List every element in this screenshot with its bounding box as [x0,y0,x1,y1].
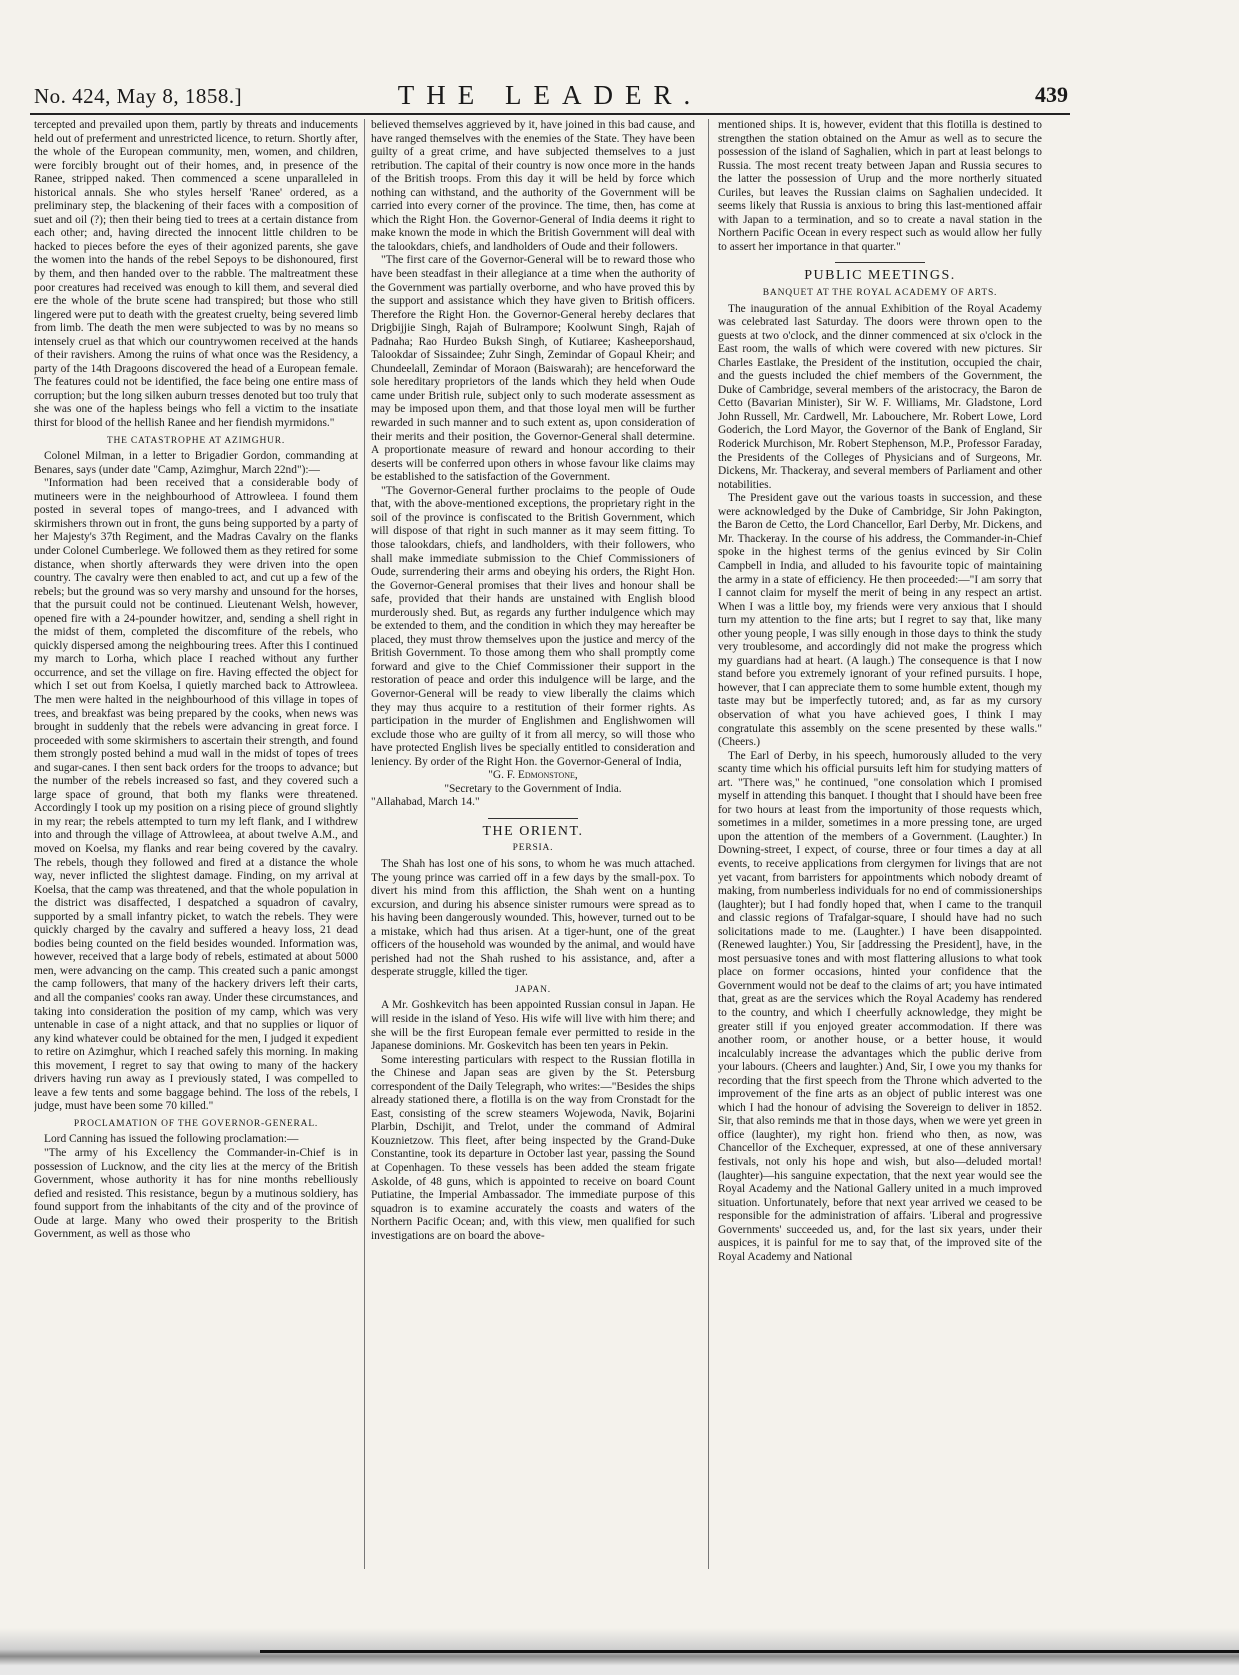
article-separator [835,262,925,263]
issue-date: No. 424, May 8, 1858.] [34,84,243,108]
masthead-title: THE LEADER. [397,80,703,110]
section-subheading: BANQUET AT THE ROYAL ACADEMY OF ARTS. [762,288,998,299]
section-heading: THE CATASTROPHE AT AZIMGHUR. [106,435,286,446]
column-3 [718,119,1042,1589]
article-paragraph: The President gave out the various toasts in succession, and these were acknowledged by the Duke of Cambridge, Sir John Pakington, the Baron de Cetto, the Lord Chancellor, Earl Derby, Mr. Dickens, and Mr. Thackeray. In the course of his address, the Commander-in-Chief spoke in the highest terms of the genius evinced by Sir Colin Campbell in India, and alluded to his favourite topic of maintaining the army in a state of efficiency. He then proceeded:—"I am sorry that I cannot claim for myself the merit of being in any respect an artist. When I was a little boy, my friends were very anxious that I should turn my attention to the fine arts; but I regret to say that, like many other young people, I was silly enough in those days to think the study very troublesome, and accordingly did not make the progress which my guardians had at heart. (A laugh.) The consequence is that I now stand before you extremely ignorant of your refined pursuits. I hope, however, that I can appreciate them to some humble extent, though my taste may but be imperfectly tutored; and, as far as my cursory observation of what you have achieved goes, I think I may congratulate this assembly on the scene presented by these walls." (Cheers.) [718,492,1042,749]
column-2 [371,119,695,1589]
article-separator [488,818,578,819]
article-paragraph: "Information had been received that a considerable body of mutineers were in the neighbourhood of Attrowleea. I found them posted in several topes of mango-trees, and I advanced with skirmishers thrown out in front, the guns being supported by a party of her Majesty's 37th Regiment, and the Madras Cavalry on the flanks under Colonel Cumberlege. We followed them as they retired for some distance, when shortly afterwards they were driven into the open country. The cavalry were then enabled to act, and cut up a few of the rebels; but the ground was so very marshy and unsound for the horses, that the pursuit could not be continued. Lieutenant Welsh, however, opened fire with a 24-pounder howitzer, and, sending a shell right in the midst of them, completed the discomfiture of the rebels, who quickly dispersed among the neighbouring trees. After this I continued my march to Lorha, which place I reached without any further occurrence, and set the village on fire. Having effected the object for which I set out from Koelsa, I quietly marched back to Attrowleea. The men were halted in the neighbourhood of this village in topes of trees, and breakfast was being prepared by the cooks, when news was brought in suddenly that the rebels were advancing in great force. I proceeded with some skirmishers to ascertain their strength, and found them strongly posted behind a mud wall in the midst of topes of trees and sugar-canes. I then sent back orders for the troops to advance; but the number of the rebels increased so fast, and they covered such a large space of ground, that both my flanks were threatened. Accordingly I took up my position on a rising piece of ground slightly in my rear; the rebels attempted to turn my left flank, and I withdrew into and through the village of Attrowleea, at about twelve A.M., and moved on Koelsa, my flanks and rear being covered by the cavalry. The rebels, though they followed and fired at a distance the whole way, never inflicted the slightest damage. Finding, on my arrival at Koelsa, that the camp was threatened, and that the whole population in the district was disaffected, I despatched a squadron of cavalry, supported by a small infantry picket, to watch the rebels. They were quickly charged by the cavalry and suffered a heavy loss, 21 dead bodies being counted on the field besides wounded. Information was, however, received that a large body of rebels, estimated at about 5000 men, were advancing on the camp. This created such a panic amongst the camp followers, that many of the hackery drivers left their carts, and all the companies' cooks ran away. Under these circumstances, and taking into consideration the position of my camp, which was very untenable in case of a night attack, and that no supplies or liquor of any kind whatever could be obtained for the men, I judged it expedient to retire on Azimghur, which I reached safely this morning. In making this movement, I regret to say that owing to many of the hackery drivers having run away as I previously stated, I was compelled to leave a few tents and some baggage behind. The loss of the rebels, I judge, must have been some 70 killed." [34,477,358,1113]
article-paragraph: tercepted and prevailed upon them, partly by threats and inducements held out of preferment and unrestricted licence, to return. Shortly after, the whole of the European community, men, women, and children, were forcibly brought out of their homes, and, in presence of the Ranee, stripped naked. Then commenced a scene unparalleled in historical annals. She who styles herself 'Ranee' ordered, as a preliminary step, the blackening of their faces with a composition of suet and oil (?); then their being tied to trees at a certain distance from each other; and, having directed the innocent little children to be hacked to pieces before the eyes of their agonized parents, she gave the women into the hands of the rebel Sepoys to be dishonoured, first by them, and then handed over to the rabble. The maltreatment these poor creatures had received was enough to kill them, and several died ere the whole of the brute scene had transpired; but those who still lingered were put to death with the greatest cruelty, being severed limb from limb. The death the men were subjected to was by no means so intensely cruel as that which our countrywomen received at the hands of their ravishers. Among the ruins of what once was the Residency, a party of the 14th Dragoons discovered the head of a European female. The features could not be identified, the face being one entire mass of corruption; but the long silken auburn tresses denoted but too truly that she was one of the hapless beings who fell a victim to the insatiate thirst for blood of the hellish Ranee and her fiendish myrmidons." [34,119,358,430]
article-paragraph: "The Governor-General further proclaims to the people of Oude that, with the above-mentioned exceptions, the proprietary right in the soil of the province is confiscated to the British Government, which will dispose of that right in such manner as it may seem fitting. To those talookdars, chiefs, and landholders, with their followers, who shall make immediate submission to the Chief Commissioners of Oude, surrendering their arms and obeying his orders, the Right Hon. the Governor-General promises that their lives and honour shall be safe, provided that their hands are unstained with English blood murderously shed. But, as regards any further indulgence which may be extended to them, and the condition in which they may hereafter be placed, they must throw themselves upon the justice and mercy of the British Government. To those among them who shall promptly come forward and give to the Chief Commissioner their support in the restoration of peace and order this indulgence will be large, and the Governor-General will be ready to view liberally the claims which they may thus acquire to a restitution of their former rights. As participation in the murder of Englishmen and Englishwomen will exclude those who are guilty of it from all mercy, so will those who have protected English lives be specially entitled to consideration and leniency. By order of the Right Hon. the Governor-General of India, [371,484,695,768]
section-subheading: JAPAN. [515,984,551,995]
page-number: 439 [1035,82,1068,107]
scan-edge-bar [260,1650,1239,1653]
article-heading: PUBLIC MEETINGS. [804,268,956,284]
page-header [30,78,1070,112]
column-divider [364,119,365,1569]
column-divider [708,119,709,1569]
article-paragraph: The Shah has lost one of his sons, to whom he was much attached. The young prince was carried off in a few days by the small-pox. To divert his mind from this affliction, the Shah went on a hunting excursion, and during his absence sinister rumours were spread as to his having been dangerously wounded. This, however, turned out to be a mistake, which had thus arisen. At a tiger-hunt, one of the great officers of the household was wounded by the animal, and would have perished had not the Shah rushed to his assistance, and, after a desperate struggle, killed the tiger. [371,857,695,979]
article-paragraph: "The army of his Excellency the Commander-in-Chief is in possession of Lucknow, and the city lies at the mercy of the British Government, whose authority it has for nine months rebelliously defied and resisted. This resistance, begun by a mutinous soldiery, has found support from the inhabitants of the city and of the province of Oude at large. Many who owed their prosperity to the British Government, as well as those who [34,1147,358,1241]
section-subheading: PERSIA. [512,843,554,854]
article-heading: THE ORIENT. [482,823,584,839]
article-paragraph: The inauguration of the annual Exhibition of the Royal Academy was celebrated last Saturday. The doors were thrown open to the guests at two o'clock, and the dinner commenced at six o'clock in the East room, the walls of which were covered with new pictures. Sir Charles Eastlake, the President of the institution, occupied the chair, and the guests included the chief members of the Government, the Duke of Cambridge, several members of the aristocracy, the Baron de Cetto (Bavarian Minister), Sir W. F. Williams, Mr. Gladstone, Lord John Russell, Mr. Cardwell, Mr. Labouchere, Mr. Robert Lowe, Lord Goderich, the Lord Mayor, the Governor of the Bank of England, Sir Roderick Murchison, Mr. Robert Stephenson, M.P., Professor Faraday, the Presidents of the Colleges of Physicians and of Surgeons, Mr. Dickens, Mr. Thackeray, and several members of Parliament and other notabilities. [718,302,1042,491]
signature-place: "Allahabad, March 14." [371,796,480,809]
article-paragraph: The Earl of Derby, in his speech, humorously alluded to the very scanty time which his official pursuits left him for studying matters of art. "There was," he continued, "one consolation which I promised myself in attending this banquet. I thought that I should have been free for two hours at least from the importunity of those requests which, sometimes in a milder, sometimes in a more pressing tone, are urged upon the attention of the members of a Government. (Laughter.) In Downing-street, I expect, of course, three or four times a day at all events, to receive applications from clergymen for livings that are not yet vacant, from barristers for appointments which nobody dreamt of making, from numberless individuals for no end of commissionerships (laughter); but I had fondly hoped that, when I came to the tranquil and classic regions of Trafalgar-square, I should have had no such solicitations made to me. (Laughter.) I have been disappointed. (Renewed laughter.) You, Sir [addressing the President], have, in the most persuasive tones and with most flattering allusions to what took place on former occasions, hinted your confidence that the Government would not be deaf to the claims of art; you have intimated that, great as are the services which the Royal Academy has rendered to the country, and which I cheerfully acknowledge, they might be greater still if you enjoyed greater accommodation. If there was another room, or another house, or a better house, it would incalculably increase the advantages which the public derive from your labours. (Cheers and laughter.) And, Sir, I owe you my thanks for recording that the first speech from the Throne which adverted to the improvement of the fine arts as an object of public interest was one which I had the honour of advising the Sovereign to deliver in 1852. Sir, that also reminds me that in those days, when we were yet green in office (laughter), my right hon. friend who then, as now, was Chancellor of the Exchequer, expressed, at one of these anniversary festivals, not only his hope and wish, but also—deluded mortal! (laughter)—his sanguine expectation, that the next year would see the Royal Academy and the National Gallery united in a much improved situation. Unfortunately, before that next year arrived we ceased to be responsible for the administration of affairs. 'Liberal and progressive Governments' succeeded us, and, for the last six years, under their auspices, it is painful for me to say that, of the improved site of the Royal Academy and National [718,749,1042,1263]
section-heading: PROCLAMATION OF THE GOVERNOR-GENERAL. [73,1118,319,1129]
article-paragraph: A Mr. Goshkevitch has been appointed Russian consul in Japan. He will reside in the island of Yeso. His wife will live with him there; and she will be the first European female ever permitted to reside in the Japanese dominions. Mr. Goskevitch has been ten years in Pekin. [371,999,695,1053]
article-paragraph: "The first care of the Governor-General will be to reward those who have been steadfast in their allegiance at a time when the authority of the Government was partially overborne, and who have proved this by the support and assistance which they have given to British officers. Therefore the Right Hon. the Governor-General hereby declares that Drigbijjie Singh, Rajah of Bulrampore; Koolwunt Singh, Rajah of Padnaha; Rao Hurdeo Buksh Singh, of Kutiaree; Kasheeporshaud, Talookdar of Sissaindee; Zuhr Singh, Zemindar of Gopaul Kheir; and Chundeelall, Zemindar of Moraon (Baiswarah); are henceforward the sole hereditary proprietors of the lands which they held when Oude came under British rule, subject only to such moderate assessment as may be imposed upon them, and that those loyal men will be further rewarded in such manner and to such extent as, upon consideration of their merits and their position, the Governor-General shall determine. A proportionate measure of reward and honour according to their deserts will be conferred upon others in whose favour like claims may be established to the satisfaction of the Government. [371,254,695,484]
article-paragraph: believed themselves aggrieved by it, have joined in this bad cause, and have ranged themselves with the enemies of the State. They have been guilty of a great crime, and have subjected themselves to a just retribution. The capital of their country is now once more in the hands of the British troops. From this day it will be held by force which nothing can withstand, and the authority of the Government will be carried into every corner of the province. The time, then, has come at which the Right Hon. the Governor-General of India deems it right to make known the mode in which the British Government will deal with the talookdars, chiefs, and landholders of Oude and their followers. [371,119,695,253]
article-paragraph: Lord Canning has issued the following proclamation:— [44,1133,299,1146]
column-1 [34,119,358,1589]
header-rule [30,113,1070,115]
article-paragraph: mentioned ships. It is, however, evident that this flotilla is destined to strengthen the station obtained on the Amur as well as to secure the possession of the island of Saghalien, which in part at least belongs to Russia. The most recent treaty between Japan and Russia secures to the latter the possession of Urup and the more northerly situated Curiles, but leaves the Russian claims on Saghalien undecided. It seems likely that Russia is anxious to bring this last-mentioned affair with Japan to a termination, and so to create a naval station in the Northern Pacific Ocean in every respect such as would allow her fully to assert her importance in that quarter." [718,119,1042,253]
signature-name: "G. F. Edmonstone, [488,769,578,782]
signature-title: "Secretary to the Government of India. [444,782,622,795]
article-paragraph: Colonel Milman, in a letter to Brigadier Gordon, commanding at Benares, says (under date "Camp, Azimghur, March 22nd"):— [34,450,358,476]
article-paragraph: Some interesting particulars with respect to the Russian flotilla in the Chinese and Japan seas are given by the St. Petersburg correspondent of the Daily Telegraph, who writes:—"Besides the ships already stationed there, a flotilla is on the way from Cronstadt for the East, consisting of the screw steamers Wojewoda, Navik, Bojarini Plarbin, Dschijit, and Trelot, under the command of Admiral Kouznietzow. This fleet, after being inspected by the Grand-Duke Constantine, took its departure in October last year, passing the Sound at Copenhagen. To these vessels has been added the steam frigate Askolde, of 48 guns, which is appointed to receive on board Count Putiatine, the Imperial Ambassador. The immediate purpose of this squadron is to examine accurately the coasts and waters of the Northern Pacific Ocean; and, with this view, men qualified for such investigations are on board the above- [371,1053,695,1242]
